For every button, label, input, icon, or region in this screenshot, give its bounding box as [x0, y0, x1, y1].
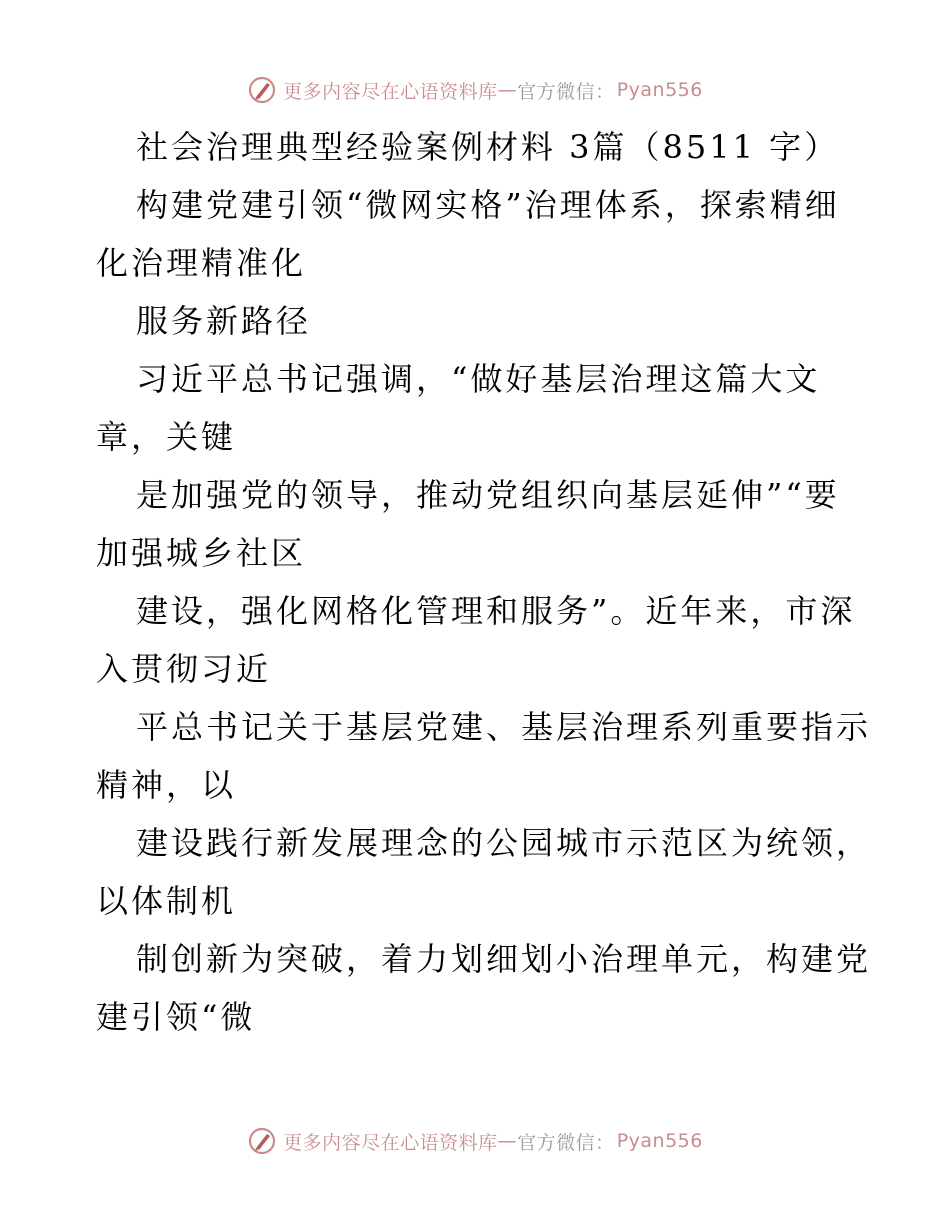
- document-line: 习近平总书记强调，“做好基层治理这篇大文: [136, 360, 821, 398]
- document-line: 建设践行新发展理念的公园城市示范区为统领，: [136, 824, 872, 862]
- document-body: [96, 118, 872, 1046]
- document-line: 构建党建引领“微网实格”治理体系，探索精细: [136, 186, 840, 224]
- watermark-label: 官方微信：: [517, 1131, 615, 1154]
- document-line: 化治理精准化: [96, 244, 307, 282]
- header-watermark: [0, 72, 950, 108]
- watermark-label: 官方微信：: [517, 80, 615, 103]
- footer-watermark: [0, 1123, 950, 1159]
- watermark-separator: —: [497, 79, 518, 101]
- watermark-handle: Pyan556: [616, 1130, 703, 1152]
- document-line: 精神，以: [96, 766, 237, 804]
- document-line: 加强城乡社区: [96, 534, 307, 572]
- watermark-brand: 更多内容尽在心语资料库: [283, 1131, 498, 1154]
- watermark-brand: 更多内容尽在心语资料库: [283, 80, 498, 103]
- document-line: 建引领“微: [96, 998, 256, 1036]
- pen-circle-logo-icon: [247, 1126, 277, 1156]
- pen-circle-logo-icon: [247, 75, 277, 105]
- document-line: 制创新为突破，着力划细划小治理单元，构建党: [136, 940, 872, 978]
- document-line: 平总书记关于基层党建、基层治理系列重要指示: [136, 708, 872, 746]
- document-line: 章，关键: [96, 418, 237, 456]
- watermark-handle: Pyan556: [616, 79, 703, 101]
- document-line: 服务新路径: [136, 302, 312, 340]
- document-line: 社会治理典型经验案例材料 3篇（8511 字）: [136, 128, 840, 166]
- document-line: 建设，强化网格化管理和服务”。近年来，市深: [136, 592, 856, 630]
- document-line: 以体制机: [96, 882, 237, 920]
- document-line: 入贯彻习近: [96, 650, 272, 688]
- watermark-separator: —: [497, 1130, 518, 1152]
- document-line: 是加强党的领导，推动党组织向基层延伸”“要: [136, 476, 840, 514]
